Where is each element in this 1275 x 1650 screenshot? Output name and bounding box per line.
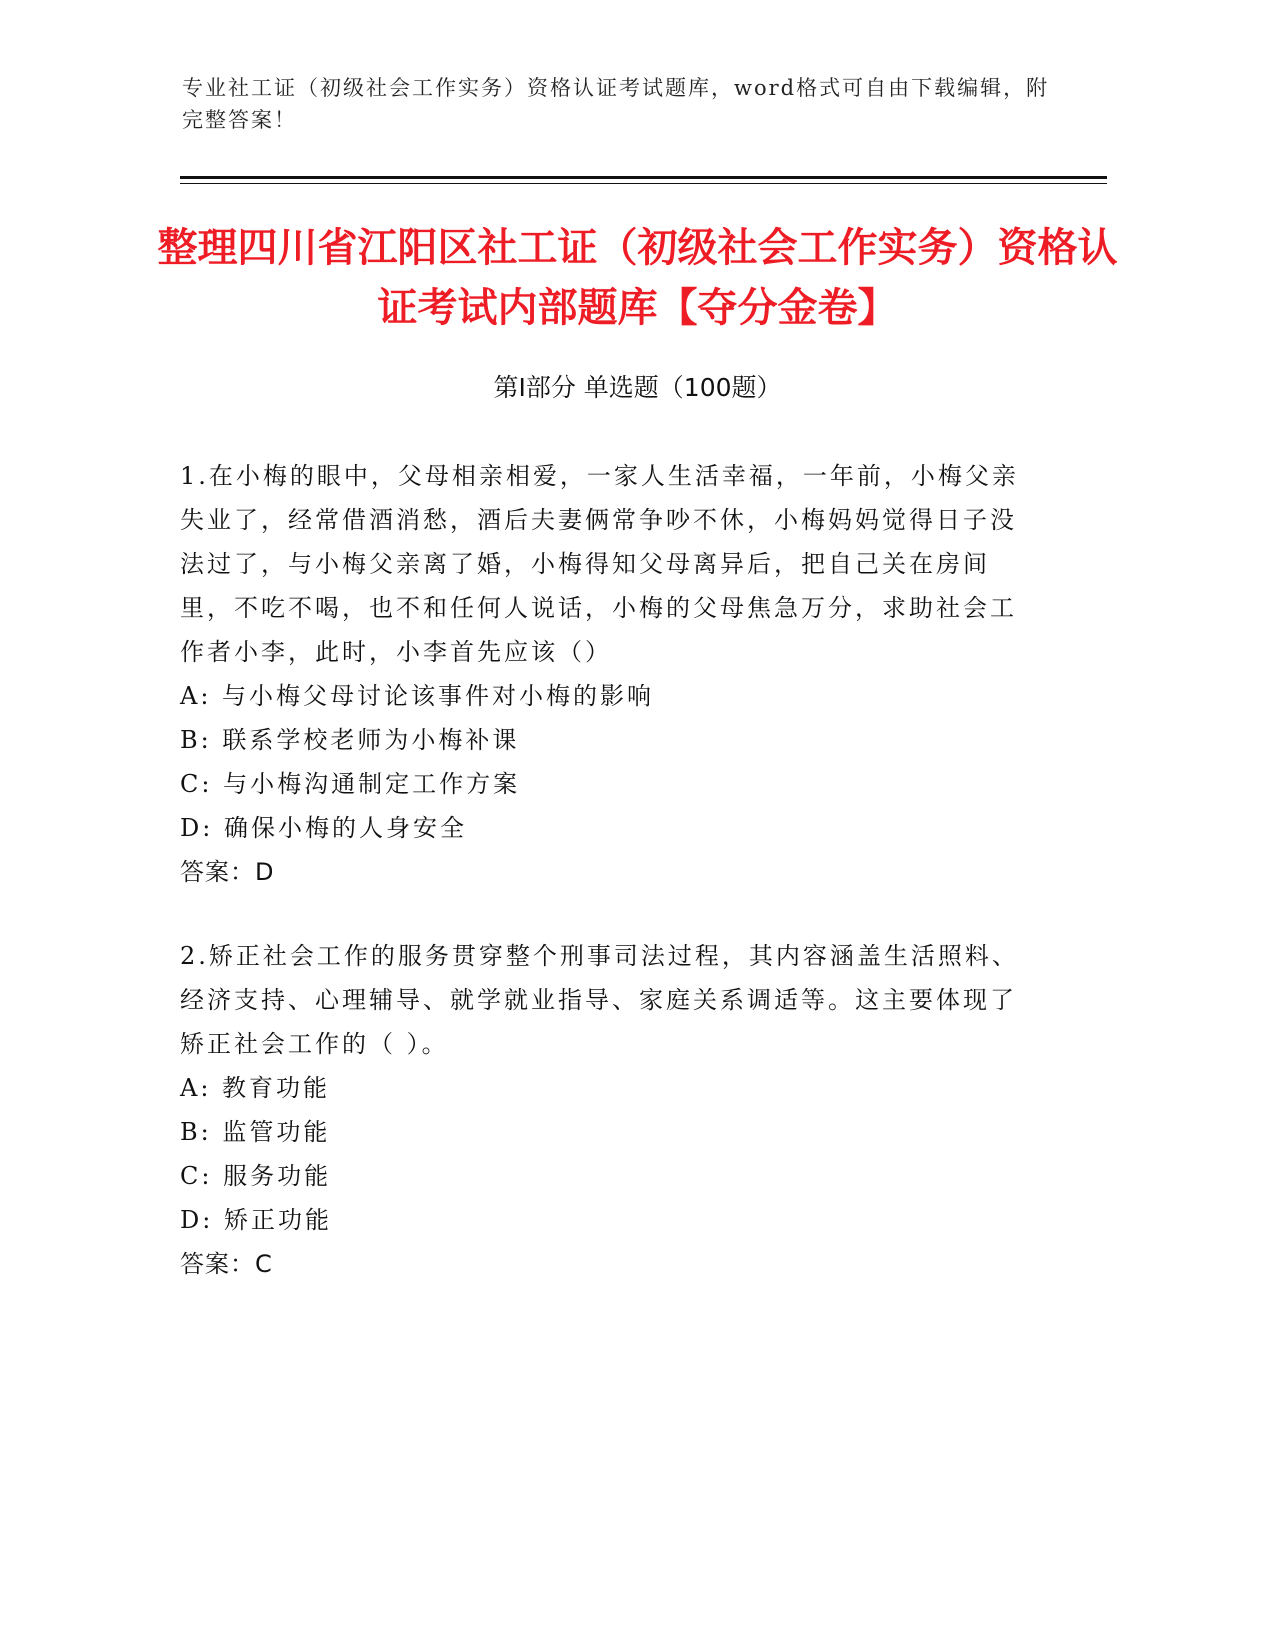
question-stem: 1.在小梅的眼中，父母相亲相爱，一家人生活幸福，一年前，小梅父亲失业了，经常借酒消愁，酒后夫妻俩常争吵不休，小梅妈妈觉得日子没法过了，与小梅父亲离了婚，小梅得知父母离异后，把自己关在房间里，不吃不喝，也不和任何人说话，小梅的父母焦急万分，求助社会工作者小李，此时，小李首先应该（） bbox=[180, 462, 1019, 666]
question-item bbox=[180, 934, 1025, 1286]
answer-line: 答案：D bbox=[180, 858, 275, 886]
question-stem: 2.矫正社会工作的服务贯穿整个刑事司法过程，其内容涵盖生活照料、经济支持、心理辅导、就学就业指导、家庭关系调适等。这主要体现了矫正社会工作的（ ）。 bbox=[180, 942, 1019, 1058]
option-a: A: 教育功能 bbox=[180, 1074, 331, 1102]
document-title: 整理四川省江阳区社工证（初级社会工作实务）资格认证考试内部题库【夺分金卷】 bbox=[157, 225, 1118, 331]
answer-line: 答案：C bbox=[180, 1250, 273, 1278]
option-d: D: 确保小梅的人身安全 bbox=[180, 814, 467, 842]
option-a: A: 与小梅父母讨论该事件对小梅的影响 bbox=[180, 682, 655, 710]
section-heading: 第Ⅰ部分 单选题（100题） bbox=[493, 373, 782, 402]
header-divider-thick bbox=[180, 176, 1107, 179]
option-b: B: 联系学校老师为小梅补课 bbox=[180, 726, 520, 754]
option-c: C: 服务功能 bbox=[180, 1162, 332, 1190]
option-d: D: 矫正功能 bbox=[180, 1206, 332, 1234]
document-header-note: 专业社工证（初级社会工作实务）资格认证考试题库，word格式可自由下载编辑，附完整答案！ bbox=[182, 76, 1050, 132]
question-item bbox=[180, 454, 1025, 894]
header-divider-thin bbox=[180, 183, 1107, 184]
option-c: C: 与小梅沟通制定工作方案 bbox=[180, 770, 521, 798]
option-b: B: 监管功能 bbox=[180, 1118, 331, 1146]
